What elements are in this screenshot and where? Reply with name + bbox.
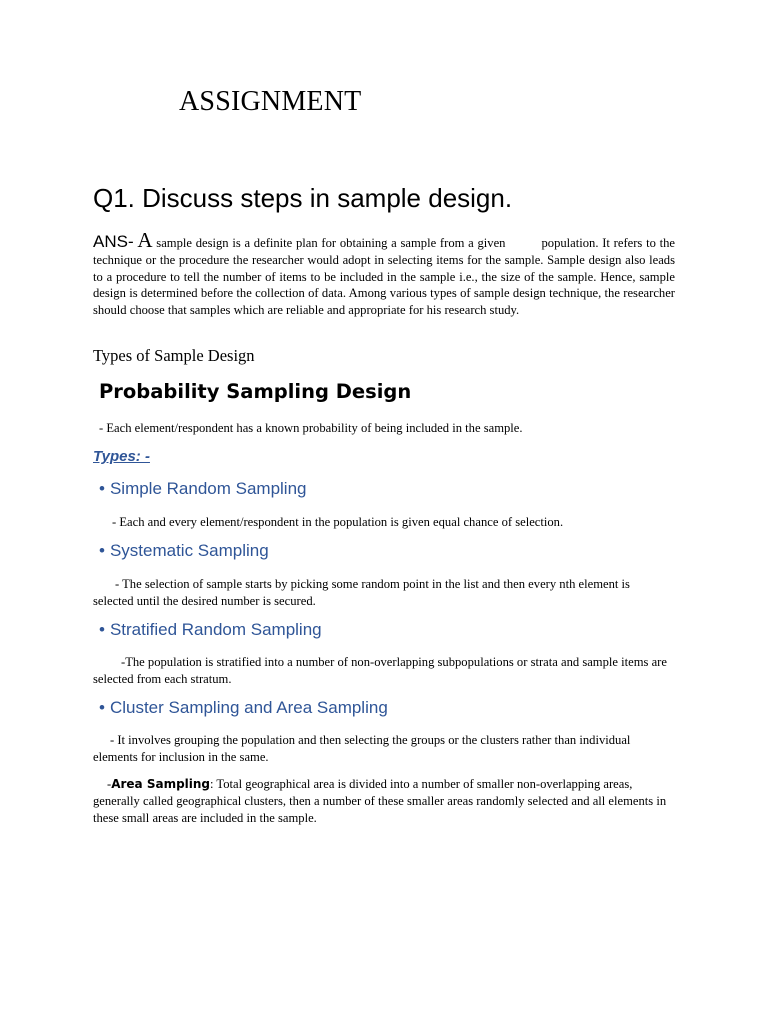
types-of-sample-design-heading: Types of Sample Design (93, 346, 255, 365)
method-title: Systematic Sampling (109, 541, 269, 560)
method-heading-cluster (99, 698, 388, 718)
method-title: Stratified Random Sampling (109, 620, 322, 639)
method-description-systematic: - The selection of sample starts by picking some random point in the list and then every nth element is selected until the desired number is secured. (93, 577, 630, 608)
answer-body-text: . It refers to the technique or the procedure the researcher would adopt in selecting items for the sample. Sample design also leads to a procedure to tell the number of items to be included in the sample i.e., the size of the sample. Hence, sample design is determined before the collection of data. Among various types of sample design technique, the researcher should choose that samples which are reliable and appropriate for his research study. (93, 236, 676, 318)
area-sampling-paragraph (93, 776, 677, 826)
bullet-icon: • (99, 620, 105, 639)
answer-first-letter: A (137, 228, 153, 252)
question-heading: Q1. Discuss steps in sample design. (93, 183, 513, 213)
answer-population-word: population (541, 236, 596, 250)
method-heading-simple-random (99, 479, 307, 499)
method-title: Cluster Sampling and Area Sampling (109, 698, 388, 717)
answer-paragraph (93, 228, 676, 319)
area-sampling-label: Area Sampling (111, 777, 211, 791)
types-label: Types: - (93, 448, 150, 465)
method-heading-stratified (99, 620, 322, 640)
bullet-icon: • (99, 479, 105, 498)
area-sampling-text: : Total geographical area is divided into a number of smaller non-overlapping areas, generally called geographical clusters, then a number of these smaller areas randomly selected and all elements in these small areas are included in the sample. (93, 777, 667, 825)
method-description-stratified: -The population is stratified into a number of non-overlapping subpopulations or strata and sample items are selected from each stratum. (93, 655, 667, 686)
method-heading-systematic (99, 541, 269, 561)
probability-sampling-heading: Probability Sampling Design (99, 380, 412, 403)
probability-sampling-description: - Each element/respondent has a known probability of being included in the sample. (99, 421, 523, 435)
answer-label: ANS- (93, 232, 134, 251)
method-title: Simple Random Sampling (109, 479, 307, 498)
bullet-icon: • (99, 698, 105, 717)
document-title: ASSIGNMENT (179, 86, 362, 117)
answer-lead-text: sample design is a definite plan for obtaining a sample from a given (152, 236, 506, 250)
method-description-simple-random: - Each and every element/respondent in the population is given equal chance of selection. (112, 515, 564, 529)
area-sampling-prefix: - (107, 777, 112, 791)
bullet-icon: • (99, 541, 105, 560)
method-description-cluster: - It involves grouping the population and then selecting the groups or the clusters rather than individual elements for inclusion in the same. (93, 733, 631, 764)
